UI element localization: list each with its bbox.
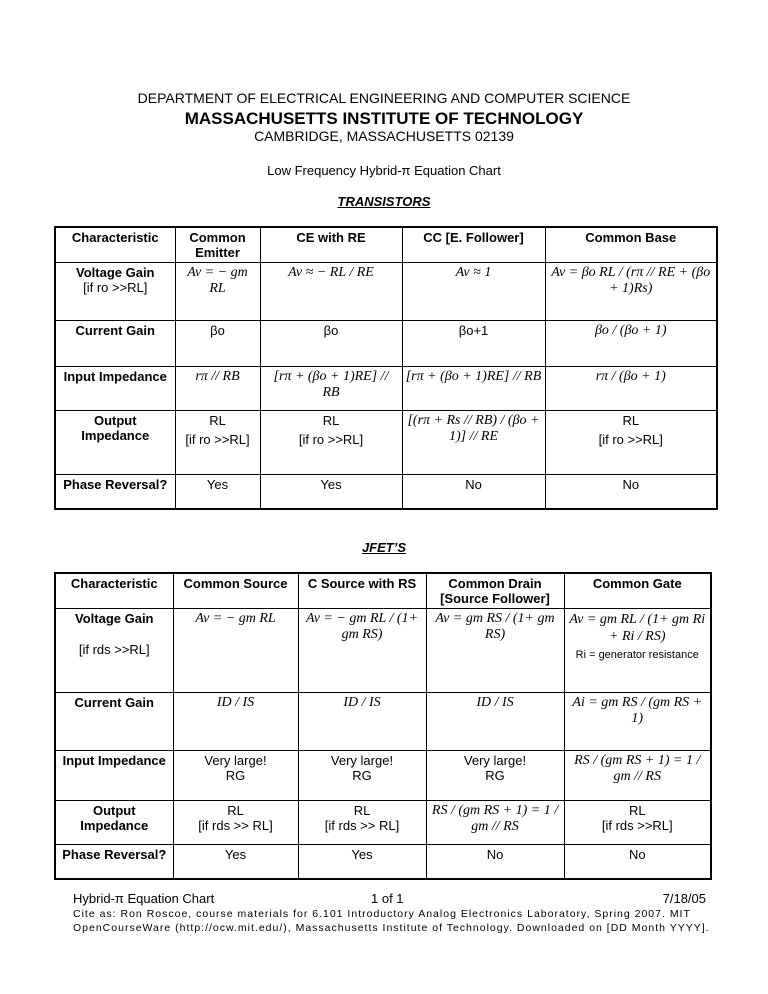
row-label: Voltage Gain [if ro >>RL]: [55, 263, 175, 321]
jfets-header-row: [55, 573, 711, 609]
cell-value: RL [if ro >>RL]: [545, 411, 717, 475]
cell-value: βo+1: [402, 321, 545, 367]
table-row: [55, 411, 717, 475]
col-characteristic: Characteristic: [55, 573, 173, 609]
col-common-source: Common Source: [173, 573, 298, 609]
cell-value: RL [if rds >>RL]: [564, 801, 711, 845]
formula: Av = − gm RL: [175, 263, 260, 321]
chart-subtitle: Low Frequency Hybrid-π Equation Chart: [267, 163, 501, 178]
jfets-table: [54, 572, 712, 880]
cell-value: RL [if ro >>RL]: [260, 411, 402, 475]
formula: βo / (βo + 1): [545, 321, 717, 367]
cell-value: Very large! RG: [298, 751, 426, 801]
formula: ID / IS: [173, 693, 298, 751]
table-row: [55, 845, 711, 879]
table-row: [55, 321, 717, 367]
cell-value: Yes: [173, 845, 298, 879]
location-heading: CAMBRIDGE, MASSACHUSETTS 02139: [254, 128, 514, 144]
formula: Av = βo RL / (rπ // RE + (βo + 1)Rs): [545, 263, 717, 321]
formula: Av = − gm RL / (1+ gm RS): [298, 609, 426, 693]
formula: RS / (gm RS + 1) = 1 / gm // RS: [426, 801, 564, 845]
formula: Ai = gm RS / (gm RS + 1): [564, 693, 711, 751]
table-row: [55, 367, 717, 411]
formula: RS / (gm RS + 1) = 1 / gm // RS: [564, 751, 711, 801]
col-ce-with-re: CE with RE: [260, 227, 402, 263]
cell-value: No: [564, 845, 711, 879]
formula: ID / IS: [426, 693, 564, 751]
cell-value: Very large! RG: [426, 751, 564, 801]
table-row: [55, 475, 717, 509]
row-label: Output Impedance: [55, 801, 173, 845]
formula: rπ // RB: [175, 367, 260, 411]
cell-value: No: [402, 475, 545, 509]
col-cc-follower: CC [E. Follower]: [402, 227, 545, 263]
cell-value: βo: [175, 321, 260, 367]
formula: [(rπ + Rs // RB) / (βo + 1)] // RE: [402, 411, 545, 475]
col-common-drain: Common Drain [Source Follower]: [426, 573, 564, 609]
cell-value: Yes: [260, 475, 402, 509]
cell-value: Yes: [298, 845, 426, 879]
row-label: Input Impedance: [55, 751, 173, 801]
row-label: Phase Reversal?: [55, 475, 175, 509]
cell-value: No: [426, 845, 564, 879]
table-row: [55, 609, 711, 693]
transistors-section-title: TRANSISTORS: [337, 194, 431, 209]
formula: ID / IS: [298, 693, 426, 751]
formula: Av = gm RS / (1+ gm RS): [426, 609, 564, 693]
cell-value: RL [if rds >> RL]: [298, 801, 426, 845]
footer-page-number: 1 of 1: [371, 891, 404, 906]
jfets-section-title: JFET’S: [361, 540, 407, 555]
footer-doc-title: Hybrid-π Equation Chart: [73, 891, 215, 906]
col-common-gate: Common Gate: [564, 573, 711, 609]
transistors-table: [54, 226, 718, 510]
cell-value: βo: [260, 321, 402, 367]
table-row: [55, 693, 711, 751]
cell-value: Very large! RG: [173, 751, 298, 801]
citation-text: Cite as: Ron Roscoe, course materials for 6.101 Introductory Analog Electronics Laboratory, Spring 2007. MIT OpenCourseWare (http://ocw.mit.edu/), Massachusetts Institute of Technology. Downloaded on [DD Month YYYY].: [73, 908, 710, 934]
col-common-emitter: Common Emitter: [175, 227, 260, 263]
formula: rπ / (βo + 1): [545, 367, 717, 411]
department-heading: DEPARTMENT OF ELECTRICAL ENGINEERING AND COMPUTER SCIENCE: [137, 90, 631, 106]
formula: Av = − gm RL: [173, 609, 298, 693]
formula: Av ≈ 1: [402, 263, 545, 321]
col-c-source-with-rs: C Source with RS: [298, 573, 426, 609]
row-label: Current Gain: [55, 693, 173, 751]
row-label: Current Gain: [55, 321, 175, 367]
row-label: Phase Reversal?: [55, 845, 173, 879]
cell-value: RL [if ro >>RL]: [175, 411, 260, 475]
formula: [rπ + (βo + 1)RE] // RB: [402, 367, 545, 411]
col-characteristic: Characteristic: [55, 227, 175, 263]
row-label: Input Impedance: [55, 367, 175, 411]
formula: [rπ + (βo + 1)RE] // RB: [260, 367, 402, 411]
col-common-base: Common Base: [545, 227, 717, 263]
table-row: [55, 263, 717, 321]
table-row: [55, 751, 711, 801]
cell-value: Av = gm RL / (1+ gm Ri + Ri / RS) Ri = generator resistance: [564, 609, 711, 693]
cell-value: No: [545, 475, 717, 509]
institute-heading: MASSACHUSETTS INSTITUTE OF TECHNOLOGY: [184, 109, 584, 128]
row-label: Voltage Gain [if rds >>RL]: [55, 609, 173, 693]
transistors-header-row: [55, 227, 717, 263]
cell-value: RL [if rds >> RL]: [173, 801, 298, 845]
cell-value: Yes: [175, 475, 260, 509]
formula: Av ≈ − RL / RE: [260, 263, 402, 321]
table-row: [55, 801, 711, 845]
footer-date: 7/18/05: [662, 891, 706, 906]
row-label: Output Impedance: [55, 411, 175, 475]
